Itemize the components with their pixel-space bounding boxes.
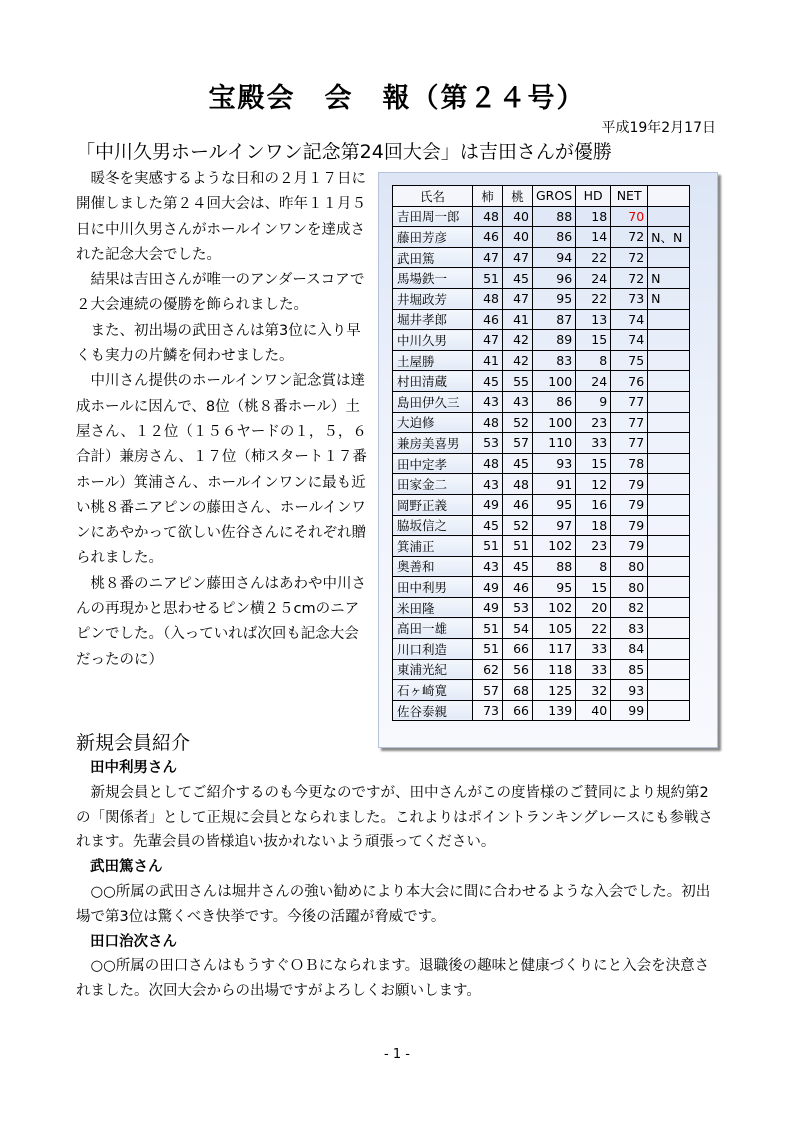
note-cell xyxy=(648,536,690,557)
net-score-cell: 79 xyxy=(611,494,648,515)
momo-score-cell: 55 xyxy=(503,371,533,392)
kaki-score-cell: 49 xyxy=(473,597,503,618)
net-score-cell: 84 xyxy=(611,639,648,660)
results-body xyxy=(393,206,690,721)
net-score-cell: 85 xyxy=(611,659,648,680)
handicap-cell: 12 xyxy=(576,474,611,495)
kaki-score-cell: 57 xyxy=(473,680,503,701)
player-name-cell: 石ヶ崎寛 xyxy=(393,680,473,701)
note-cell xyxy=(648,350,690,371)
net-score-cell: 76 xyxy=(611,371,648,392)
gross-score-cell: 102 xyxy=(533,536,576,557)
momo-score-cell: 45 xyxy=(503,268,533,289)
note-cell xyxy=(648,206,690,227)
kaki-score-cell: 48 xyxy=(473,206,503,227)
player-name-cell: 高田一雄 xyxy=(393,618,473,639)
kaki-score-cell: 51 xyxy=(473,618,503,639)
handicap-cell: 13 xyxy=(576,309,611,330)
momo-score-cell: 40 xyxy=(503,206,533,227)
player-name-cell: 田家金二 xyxy=(393,474,473,495)
gross-score-cell: 118 xyxy=(533,659,576,680)
gross-score-cell: 95 xyxy=(533,288,576,309)
table-row xyxy=(393,659,690,680)
player-name-cell: 堀井孝郎 xyxy=(393,309,473,330)
note-cell xyxy=(648,618,690,639)
kaki-score-cell: 43 xyxy=(473,474,503,495)
gross-score-cell: 86 xyxy=(533,391,576,412)
new-members-heading: 新規会員紹介 xyxy=(76,732,191,754)
handicap-cell: 22 xyxy=(576,288,611,309)
net-score-cell: 80 xyxy=(611,577,648,598)
note-cell xyxy=(648,515,690,536)
momo-score-cell: 66 xyxy=(503,639,533,660)
player-name-cell: 箕浦正 xyxy=(393,536,473,557)
note-cell xyxy=(648,659,690,680)
handicap-cell: 23 xyxy=(576,412,611,433)
kaki-score-cell: 49 xyxy=(473,577,503,598)
net-score-cell: 73 xyxy=(611,288,648,309)
kaki-score-cell: 46 xyxy=(473,227,503,248)
note-cell xyxy=(648,680,690,701)
gross-score-cell: 89 xyxy=(533,330,576,351)
header-name: 氏名 xyxy=(393,186,473,207)
table-row xyxy=(393,330,690,351)
note-cell xyxy=(648,330,690,351)
momo-score-cell: 52 xyxy=(503,412,533,433)
kaki-score-cell: 47 xyxy=(473,330,503,351)
net-score-cell: 70 xyxy=(611,206,648,227)
gross-score-cell: 117 xyxy=(533,639,576,660)
player-name-cell: 井堀政芳 xyxy=(393,288,473,309)
note-cell xyxy=(648,412,690,433)
header-momo: 桃 xyxy=(503,186,533,207)
header-net: NET xyxy=(611,186,648,207)
handicap-cell: 9 xyxy=(576,391,611,412)
handicap-cell: 33 xyxy=(576,639,611,660)
player-name-cell: 佐谷泰親 xyxy=(393,700,473,721)
headline: 「中川久男ホールインワン記念第24回大会」は吉田さんが優勝 xyxy=(76,141,612,163)
handicap-cell: 24 xyxy=(576,268,611,289)
table-row xyxy=(393,556,690,577)
results-header-row xyxy=(393,186,690,207)
kaki-score-cell: 47 xyxy=(473,247,503,268)
handicap-cell: 33 xyxy=(576,433,611,454)
kaki-score-cell: 43 xyxy=(473,391,503,412)
table-row xyxy=(393,227,690,248)
kaki-score-cell: 73 xyxy=(473,700,503,721)
gross-score-cell: 94 xyxy=(533,247,576,268)
kaki-score-cell: 48 xyxy=(473,453,503,474)
player-name-cell: 米田隆 xyxy=(393,597,473,618)
player-name-cell: 藤田芳彦 xyxy=(393,227,473,248)
kaki-score-cell: 43 xyxy=(473,556,503,577)
table-row xyxy=(393,350,690,371)
net-score-cell: 72 xyxy=(611,247,648,268)
net-score-cell: 79 xyxy=(611,474,648,495)
momo-score-cell: 45 xyxy=(503,453,533,474)
table-row xyxy=(393,433,690,454)
momo-score-cell: 48 xyxy=(503,474,533,495)
gross-score-cell: 102 xyxy=(533,597,576,618)
note-cell xyxy=(648,700,690,721)
table-row xyxy=(393,494,690,515)
handicap-cell: 15 xyxy=(576,577,611,598)
note-cell xyxy=(648,556,690,577)
table-row xyxy=(393,577,690,598)
momo-score-cell: 68 xyxy=(503,680,533,701)
table-row xyxy=(393,309,690,330)
note-cell xyxy=(648,309,690,330)
report-paragraph: また、初出場の武田さんは第3位に入り早くも実力の片鱗を伺わせました。 xyxy=(76,322,361,365)
new-members-list xyxy=(76,756,720,1004)
table-row xyxy=(393,597,690,618)
player-name-cell: 奥善和 xyxy=(393,556,473,577)
player-name-cell: 田中利男 xyxy=(393,577,473,598)
kaki-score-cell: 51 xyxy=(473,536,503,557)
header-note xyxy=(648,186,690,207)
net-score-cell: 72 xyxy=(611,227,648,248)
header-gros: GROS xyxy=(533,186,576,207)
gross-score-cell: 95 xyxy=(533,577,576,598)
kaki-score-cell: 45 xyxy=(473,515,503,536)
newsletter-title: 宝殿会 会 報（第２４号） xyxy=(208,83,586,114)
momo-score-cell: 40 xyxy=(503,227,533,248)
table-row xyxy=(393,412,690,433)
handicap-cell: 8 xyxy=(576,556,611,577)
gross-score-cell: 87 xyxy=(533,309,576,330)
gross-score-cell: 100 xyxy=(533,412,576,433)
kaki-score-cell: 49 xyxy=(473,494,503,515)
player-name-cell: 土屋勝 xyxy=(393,350,473,371)
handicap-cell: 18 xyxy=(576,206,611,227)
net-score-cell: 75 xyxy=(611,350,648,371)
momo-score-cell: 42 xyxy=(503,350,533,371)
kaki-score-cell: 51 xyxy=(473,639,503,660)
player-name-cell: 大迫修 xyxy=(393,412,473,433)
note-cell xyxy=(648,433,690,454)
kaki-score-cell: 53 xyxy=(473,433,503,454)
player-name-cell: 東浦光紀 xyxy=(393,659,473,680)
note-cell: N xyxy=(648,268,690,289)
note-cell xyxy=(648,371,690,392)
player-name-cell: 兼房美喜男 xyxy=(393,433,473,454)
handicap-cell: 24 xyxy=(576,371,611,392)
kaki-score-cell: 62 xyxy=(473,659,503,680)
table-row xyxy=(393,371,690,392)
table-row xyxy=(393,680,690,701)
note-cell xyxy=(648,391,690,412)
handicap-cell: 33 xyxy=(576,659,611,680)
momo-score-cell: 47 xyxy=(503,247,533,268)
gross-score-cell: 139 xyxy=(533,700,576,721)
gross-score-cell: 83 xyxy=(533,350,576,371)
member-description: ○○所属の田口さんはもうすぐＯＢになられます。退職後の趣味と健康づくりにと入会を決意されました。次回大会からの出場ですがよろしくお願いします。 xyxy=(76,958,710,1000)
gross-score-cell: 105 xyxy=(533,618,576,639)
net-score-cell: 74 xyxy=(611,309,648,330)
report-paragraph: 結果は吉田さんが唯一のアンダースコアで２大会連続の優勝を飾られました。 xyxy=(76,272,365,314)
handicap-cell: 16 xyxy=(576,494,611,515)
player-name-cell: 島田伊久三 xyxy=(393,391,473,412)
table-row xyxy=(393,536,690,557)
member-description: 新規会員としてご紹介するのも今更なのですが、田中さんがこの度皆様のご賛同により規約第2の「関係者」として正規に会員となられました。これよりはポイントランキングレースにも参戦されます。先輩会員の皆様追い抜かれないよう頑張ってください。 xyxy=(76,784,713,851)
note-cell xyxy=(648,577,690,598)
gross-score-cell: 91 xyxy=(533,474,576,495)
momo-score-cell: 57 xyxy=(503,433,533,454)
header-hd: HD xyxy=(576,186,611,207)
handicap-cell: 23 xyxy=(576,536,611,557)
gross-score-cell: 95 xyxy=(533,494,576,515)
momo-score-cell: 46 xyxy=(503,494,533,515)
note-cell: N xyxy=(648,288,690,309)
player-name-cell: 田中定孝 xyxy=(393,453,473,474)
player-name-cell: 中川久男 xyxy=(393,330,473,351)
gross-score-cell: 110 xyxy=(533,433,576,454)
net-score-cell: 80 xyxy=(611,556,648,577)
net-score-cell: 77 xyxy=(611,412,648,433)
note-cell xyxy=(648,247,690,268)
kaki-score-cell: 48 xyxy=(473,412,503,433)
note-cell xyxy=(648,494,690,515)
momo-score-cell: 46 xyxy=(503,577,533,598)
gross-score-cell: 86 xyxy=(533,227,576,248)
table-row xyxy=(393,700,690,721)
gross-score-cell: 88 xyxy=(533,556,576,577)
gross-score-cell: 88 xyxy=(533,206,576,227)
note-cell xyxy=(648,474,690,495)
handicap-cell: 18 xyxy=(576,515,611,536)
results-panel xyxy=(378,172,718,748)
report-paragraph: 暖冬を実感するような日和の２月１７日に開催しました第２４回大会は、昨年１１月５日に中川久男さんがホールインワンを達成された記念大会でした。 xyxy=(76,171,366,263)
handicap-cell: 15 xyxy=(576,453,611,474)
table-row xyxy=(393,206,690,227)
results-table xyxy=(392,185,690,721)
momo-score-cell: 52 xyxy=(503,515,533,536)
member-name: 田口治次さん xyxy=(90,933,177,950)
table-row xyxy=(393,453,690,474)
member-name: 田中利男さん xyxy=(90,760,177,776)
momo-score-cell: 43 xyxy=(503,391,533,412)
net-score-cell: 77 xyxy=(611,433,648,454)
handicap-cell: 14 xyxy=(576,227,611,248)
gross-score-cell: 96 xyxy=(533,268,576,289)
kaki-score-cell: 48 xyxy=(473,288,503,309)
net-score-cell: 83 xyxy=(611,618,648,639)
kaki-score-cell: 46 xyxy=(473,309,503,330)
momo-score-cell: 56 xyxy=(503,659,533,680)
gross-score-cell: 93 xyxy=(533,453,576,474)
net-score-cell: 79 xyxy=(611,536,648,557)
player-name-cell: 村田清蔵 xyxy=(393,371,473,392)
momo-score-cell: 53 xyxy=(503,597,533,618)
handicap-cell: 32 xyxy=(576,680,611,701)
kaki-score-cell: 51 xyxy=(473,268,503,289)
momo-score-cell: 41 xyxy=(503,309,533,330)
tournament-report xyxy=(76,167,372,673)
handicap-cell: 40 xyxy=(576,700,611,721)
momo-score-cell: 47 xyxy=(503,288,533,309)
player-name-cell: 馬場鉄一 xyxy=(393,268,473,289)
momo-score-cell: 66 xyxy=(503,700,533,721)
net-score-cell: 72 xyxy=(611,268,648,289)
net-score-cell: 99 xyxy=(611,700,648,721)
issue-date: 平成19年2月17日 xyxy=(601,120,716,136)
handicap-cell: 8 xyxy=(576,350,611,371)
net-score-cell: 74 xyxy=(611,330,648,351)
table-row xyxy=(393,247,690,268)
net-score-cell: 93 xyxy=(611,680,648,701)
gross-score-cell: 125 xyxy=(533,680,576,701)
member-name: 武田篤さん xyxy=(90,859,163,876)
handicap-cell: 22 xyxy=(576,618,611,639)
table-row xyxy=(393,268,690,289)
player-name-cell: 川口利造 xyxy=(393,639,473,660)
net-score-cell: 82 xyxy=(611,597,648,618)
net-score-cell: 79 xyxy=(611,515,648,536)
player-name-cell: 岡野正義 xyxy=(393,494,473,515)
player-name-cell: 吉田周一郎 xyxy=(393,206,473,227)
table-row xyxy=(393,474,690,495)
player-name-cell: 武田篤 xyxy=(393,247,473,268)
header-kaki: 柿 xyxy=(473,186,503,207)
note-cell xyxy=(648,453,690,474)
momo-score-cell: 45 xyxy=(503,556,533,577)
table-row xyxy=(393,288,690,309)
note-cell xyxy=(648,639,690,660)
report-paragraph: 桃８番のニアピン藤田さんはあわや中川さんの再現かと思わせるピン横２５cmのニアピンでした。（入っていれば次回も記念大会だったのに） xyxy=(76,575,366,668)
table-row xyxy=(393,639,690,660)
gross-score-cell: 100 xyxy=(533,371,576,392)
note-cell: N、N xyxy=(648,227,690,248)
table-row xyxy=(393,391,690,412)
gross-score-cell: 97 xyxy=(533,515,576,536)
handicap-cell: 22 xyxy=(576,247,611,268)
table-row xyxy=(393,515,690,536)
kaki-score-cell: 45 xyxy=(473,371,503,392)
momo-score-cell: 42 xyxy=(503,330,533,351)
page-number: - 1 - xyxy=(384,1047,410,1062)
player-name-cell: 脇坂信之 xyxy=(393,515,473,536)
table-row xyxy=(393,618,690,639)
net-score-cell: 77 xyxy=(611,391,648,412)
momo-score-cell: 51 xyxy=(503,536,533,557)
net-score-cell: 78 xyxy=(611,453,648,474)
kaki-score-cell: 41 xyxy=(473,350,503,371)
momo-score-cell: 54 xyxy=(503,618,533,639)
member-description: ○○所属の武田さんは堀井さんの強い勧めにより本大会に間に合わせるような入会でした。初出場で第3位は驚くべき快挙です。今後の活躍が脅威です。 xyxy=(76,883,711,925)
report-paragraph: 中川さん提供のホールインワン記念賞は達成ホールに因んで、8位（桃８番ホール）土屋さん、１２位（１５６ヤードの１，５，６合計）兼房さん、１７位（柿スタート１７番ホール）箕浦さん、ホールインワンに最も近い桃８番ニアピンの藤田さん、ホールインワンにあやかって欲しい佐谷さんにそれぞれ贈られました。 xyxy=(76,373,367,567)
handicap-cell: 15 xyxy=(576,330,611,351)
handicap-cell: 20 xyxy=(576,597,611,618)
note-cell xyxy=(648,597,690,618)
